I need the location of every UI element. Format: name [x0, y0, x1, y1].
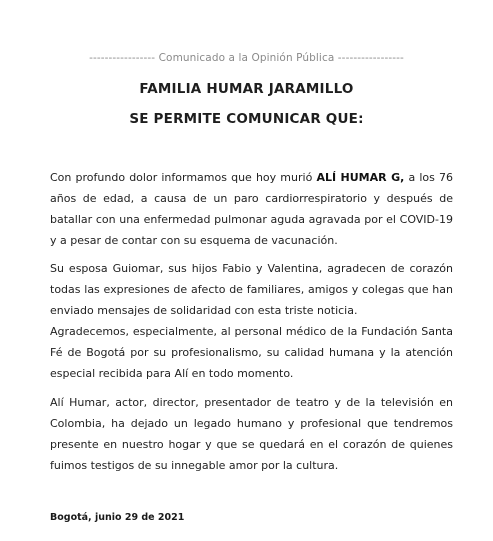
- paragraph-death-notice: [50, 167, 453, 251]
- family-title: FAMILIA HUMAR JARAMILLO: [139, 81, 354, 97]
- deceased-name: ALÍ HUMAR G,: [316, 171, 405, 184]
- paragraph-legacy: Alí Humar, actor, director, presentador de teatro y de la televisión en Colombia, ha dejado un legado humano y profesional que tendremos presente en nuestro hogar y que se quedará en el corazón de quienes fuimos testigos de su innegable amor por la cultura.: [50, 396, 453, 472]
- paragraph-1-lead: Con profundo dolor informamos que hoy murió: [50, 171, 317, 184]
- paragraph-medical-thanks: Agradecemos, especialmente, al personal médico de la Fundación Santa Fé de Bogotá por su profesionalismo, su calidad humana y la atención especial recibida para Alí en todo momento.: [50, 325, 453, 380]
- paragraph-family-thanks: Su esposa Guiomar, sus hijos Fabio y Valentina, agradecen de corazón todas las expresiones de afecto de familiares, amigos y colegas que han enviado mensajes de solidaridad con esta triste noticia.: [50, 262, 453, 317]
- paragraph-1-rest: a los 76 años de edad, a causa de un paro cardiorrespiratorio y después de batallar con una enfermedad pulmonar aguda agravada por el COVID-19 y a pesar de contar con su esquema de vacunación.: [50, 171, 453, 247]
- announcement-title: SE PERMITE COMUNICAR QUE:: [129, 111, 364, 127]
- place-date: Bogotá, junio 29 de 2021: [50, 512, 185, 523]
- communique-header: ----------------- Comunicado a la Opinión Pública -----------------: [89, 52, 404, 64]
